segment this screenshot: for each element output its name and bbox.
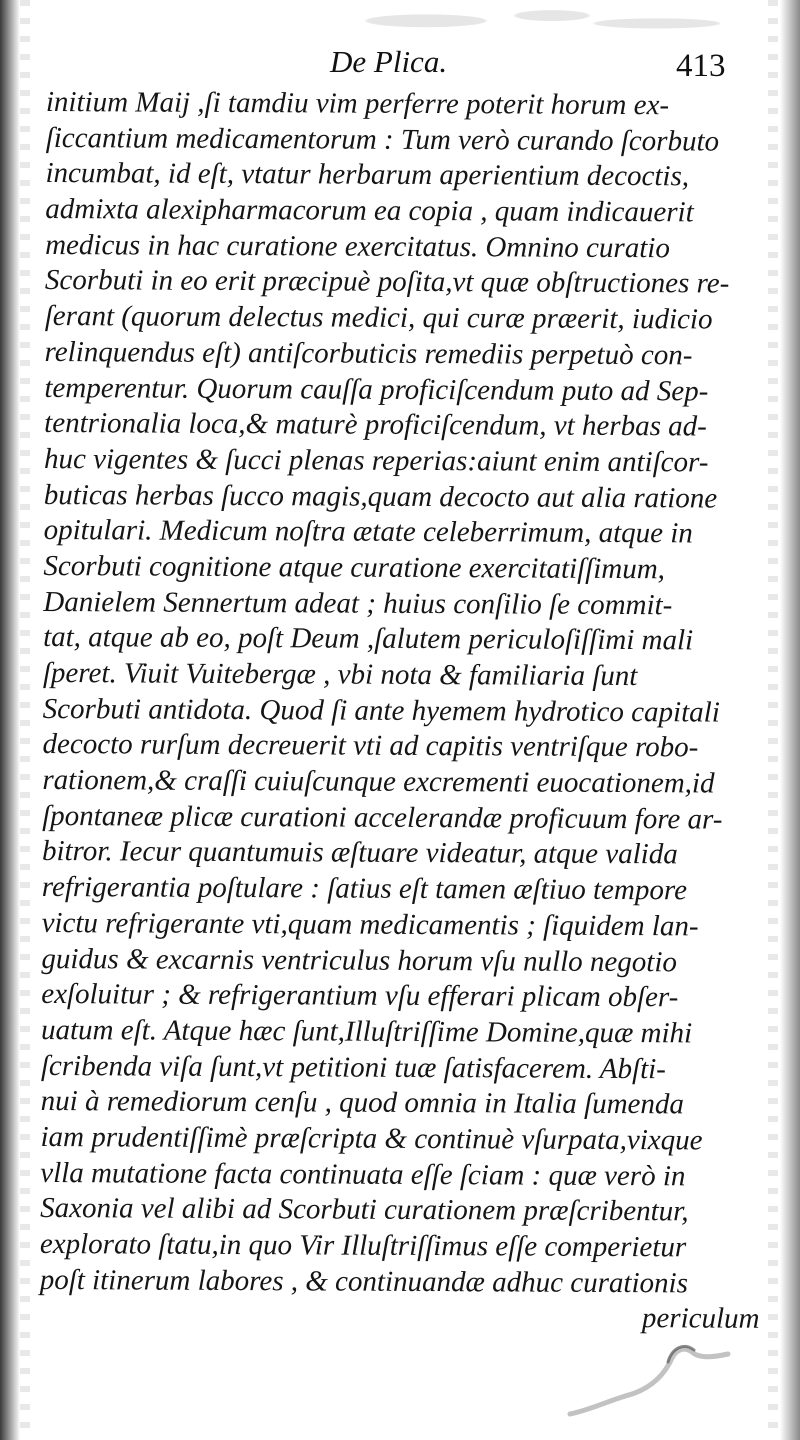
text-line: decocto rurſum decreuerit vti ad capitis ventriſque robo-: [42, 728, 699, 764]
right-edge-shadow: [780, 0, 800, 1440]
text-line: ſcribenda viſa ſunt,vt petitioni tuæ ſatisfacerem. Abſti-: [40, 1049, 666, 1085]
text-line: refrigerantia poſtulare : ſatius eſt tamen æſtiuo tempore: [41, 871, 688, 907]
text-line: ſpontaneæ plicæ curationi accelerandæ proficuum fore ar-: [42, 799, 723, 836]
text-line: vlla mutatione facta continuata eſſe ſciam : quæ verò in: [40, 1156, 686, 1192]
ink-blot-mark: [560, 1336, 760, 1426]
text-line: guidus & excarnis ventriculus horum vſu nullo negotio: [41, 942, 678, 978]
text-line: ſperet. Viuit Vuitebergæ , vbi nota & familiaria ſunt: [42, 656, 638, 693]
text-line: initium Maij ,ſi tamdiu vim perferre poterit horum ex-: [45, 85, 670, 122]
text-line: Scorbuti in eo erit præcipuè poſita,vt quæ obſtructiones re-: [44, 264, 730, 301]
text-line: bitror. Iecur quantumuis æſtuare videatur, atque valida: [41, 835, 678, 871]
text-line: ſerant (quorum delectus medici, qui curæ præerit, iudicio: [44, 300, 713, 336]
text-line: opitulari. Medicum noſtra ætate celeberrimum, atque in: [43, 514, 693, 550]
text-line: uatum eſt. Atque hæc ſunt,Illuſtriſſime Domine,quæ mihi: [40, 1013, 693, 1050]
text-line: incumbat, id eſt, vtatur herbarum aperientium decoctis,: [45, 157, 690, 193]
text-line: Scorbuti cognitione atque curatione exercitatiſſimum,: [43, 549, 666, 586]
text-line: temperentur. Quorum cauſſa proficiſcendum puto ad Sep-: [44, 371, 709, 407]
text-line: nui à remediorum cenſu , quod omnia in Italia ſumenda: [40, 1085, 685, 1121]
text-line: tentrionalia loca,& maturè proficiſcendum, vt herbas ad-: [44, 407, 707, 443]
text-line: rationem,& craſſi cuiuſcunque excrementi euocationem,id: [42, 764, 715, 800]
text-line: poſt itinerum labores , & continuandæ adhuc curationis: [39, 1263, 689, 1300]
text-line: admixta alexipharmacorum ea copia , quam indicauerit: [45, 193, 694, 229]
text-line: buticas herbas ſucco magis,quam decocto aut alia ratione: [43, 478, 718, 515]
page-number: 413: [676, 48, 726, 84]
left-bleed-through: [20, 0, 30, 1440]
text-line: huc vigentes & ſucci plenas reperias:aiunt enim antiſcor-: [43, 442, 709, 479]
running-title: De Plica.: [330, 44, 448, 79]
text-line: victu refrigerante vti,quam medicamentis ; ſiquidem lan-: [41, 906, 699, 943]
text-line: Scorbuti antidota. Quod ſi ante hyemem hydrotico capitali: [42, 692, 720, 729]
text-line: Saxonia vel alibi ad Scorbuti curationem præſcribentur,: [40, 1192, 689, 1228]
text-line: exſoluitur ; & refrigerantium vſu efferari plicam obſer-: [41, 978, 679, 1014]
catchword: periculum: [641, 1302, 760, 1336]
right-bleed-through: [768, 0, 778, 1440]
page-header: [0, 40, 800, 90]
text-line: ſiccantium medicamentorum : Tum verò curando ſcorbuto: [45, 121, 720, 158]
text-line: iam prudentiſſimè præſcripta & continuè vſurpata,vixque: [40, 1120, 703, 1157]
left-edge-shadow: [0, 0, 20, 1440]
text-line: medicus in hac curatione exercitatus. Omnino curatio: [45, 228, 670, 265]
text-line: tat, atque ab eo, poſt Deum ,ſalutem periculoſiſſimi mali: [43, 621, 694, 657]
body-text: [39, 85, 766, 1338]
text-line: relinquendus eſt) antiſcorbuticis remediis perpetuò con-: [44, 335, 693, 372]
text-line: explorato ſtatu,in quo Vir Illuſtriſſimus eſſe comperietur: [39, 1227, 687, 1264]
text-line: Danielem Sennertum adeat ; huius conſilio ſe commit-: [43, 585, 673, 621]
